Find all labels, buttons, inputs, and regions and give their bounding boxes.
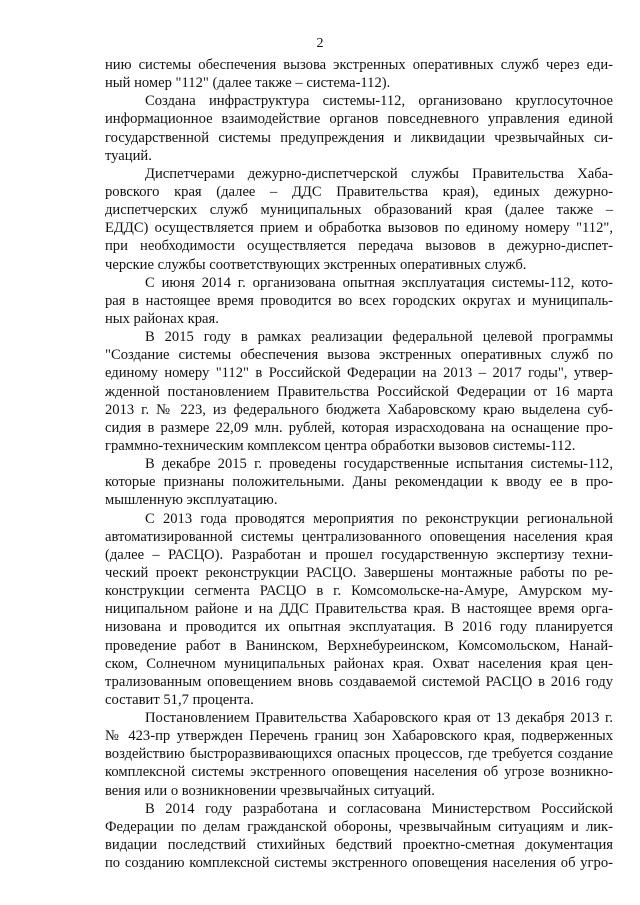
text-line: рая в настоящее время проводится во всех городских округах и муниципаль- <box>105 292 613 309</box>
text-line: государственной системы предупреждения и ликвидации чрезвычайных си- <box>105 129 613 146</box>
text-line: ровского края (далее – ДДС Правительства края), единых дежурно- <box>105 183 613 200</box>
text-line: туаций. <box>105 147 152 164</box>
paragraph <box>105 328 613 455</box>
text-line: конструкции сегмента РАСЦО в г. Комсомольске-на-Амуре, Амурском му- <box>105 583 613 600</box>
text-line: Диспетчерами дежурно-диспетчерской службы Правительства Хаба- <box>145 165 613 182</box>
text-line: при необходимости осуществляется передача вызовов в дежурно-диспет- <box>105 238 613 255</box>
document-body <box>105 56 613 872</box>
text-line: низована и проводится их опытная эксплуатация. В 2016 году планируется <box>105 619 613 636</box>
text-line: автоматизированной системы централизованного оповещения населения края <box>105 528 613 545</box>
text-line: информационное взаимодействие органов повседневного управления единой <box>105 111 613 128</box>
text-line: вения или о возникновении чрезвычайных ситуаций. <box>105 782 435 799</box>
text-line: С июня 2014 г. организована опытная эксплуатация системы-112, кото- <box>145 274 613 291</box>
text-line: сидия в размере 22,09 млн. рублей, которая израсходована на оснащение про- <box>105 419 613 436</box>
text-line: которые признаны положительными. Даны рекомендации к вводу ее в про- <box>105 474 613 491</box>
text-line: жденной постановлением Правительства Российской Федерации от 16 марта <box>105 383 613 400</box>
page-number: 2 <box>316 36 324 51</box>
paragraph <box>105 92 613 165</box>
paragraph <box>105 56 613 92</box>
text-line: ском, Солнечном муниципальных районах края. Охват населения края цен- <box>105 655 613 672</box>
text-line: трализованным оповещением вновь создаваемой системой РАСЦО в 2016 году <box>105 673 613 690</box>
text-line: Постановлением Правительства Хабаровского края от 13 декабря 2013 г. <box>145 710 613 727</box>
text-line: 2013 г. № 223, из федерального бюджета Хабаровскому краю выделена суб- <box>105 401 613 418</box>
text-line: нию системы обеспечения вызова экстренных оперативных служб через еди- <box>105 57 613 73</box>
text-line: составит 51,7 процента. <box>105 691 254 708</box>
paragraph <box>105 165 613 274</box>
text-line: № 423-пр утвержден Перечень границ зон Хабаровского края, подверженных <box>105 728 613 745</box>
text-line: граммно-техническим комплексом центра обработки вызовов системы-112. <box>105 437 576 454</box>
text-line: "Создание системы обеспечения вызова экстренных оперативных служб по <box>105 347 613 364</box>
text-line: ных районах края. <box>105 310 219 327</box>
paragraph <box>105 800 613 873</box>
text-line: Федерации по делам гражданской обороны, чрезвычайным ситуациям и лик- <box>105 818 613 835</box>
paragraph <box>105 455 613 509</box>
paragraph <box>105 709 613 800</box>
text-line: черские службы соответствующих экстренных оперативных служб. <box>105 256 527 273</box>
paragraph <box>105 274 613 328</box>
text-line: комплексной системы экстренного оповещения населения об угрозе возникно- <box>105 764 613 781</box>
text-line: ный номер "112" (далее также – система-112). <box>105 75 391 92</box>
text-line: (далее – РАСЦО). Разработан и прошел государственную экспертизу техни- <box>105 546 613 563</box>
text-line: воздействию быстроразвивающихся опасных процессов, где требуется создание <box>105 746 613 763</box>
text-line: видации последствий стихийных бедствий проектно-сметная документация <box>105 837 613 854</box>
text-line: мышленную эксплуатацию. <box>105 492 278 509</box>
paragraph <box>105 510 613 710</box>
text-line: В декабре 2015 г. проведены государственные испытания системы-112, <box>145 456 613 473</box>
text-line: В 2015 году в рамках реализации федеральной целевой программы <box>145 329 613 346</box>
text-line: ниципальном районе и на ДДС Правительства края. В настоящее время орга- <box>105 601 613 618</box>
text-line: проведение работ в Ванинском, Верхнебуреинском, Комсомольском, Нанай- <box>105 637 613 654</box>
text-line: Создана инфраструктура системы-112, организовано круглосуточное <box>145 93 613 110</box>
text-line: по созданию комплексной системы экстренного оповещения населения об угро- <box>105 855 613 872</box>
text-line: ческий проект реконструкции РАСЦО. Завершены монтажные работы по ре- <box>105 564 613 581</box>
text-line: ЕДДС) осуществляется прием и обработка вызовов по единому номеру "112", <box>105 220 613 237</box>
text-line: диспетчерских служб муниципальных образований края (далее также – <box>105 202 613 219</box>
text-line: В 2014 году разработана и согласована Министерством Российской <box>145 800 613 817</box>
text-line: С 2013 года проводятся мероприятия по реконструкции региональной <box>145 510 613 527</box>
text-line: единому номеру "112" в Российской Федерации на 2013 – 2017 годы", утвер- <box>105 365 613 382</box>
